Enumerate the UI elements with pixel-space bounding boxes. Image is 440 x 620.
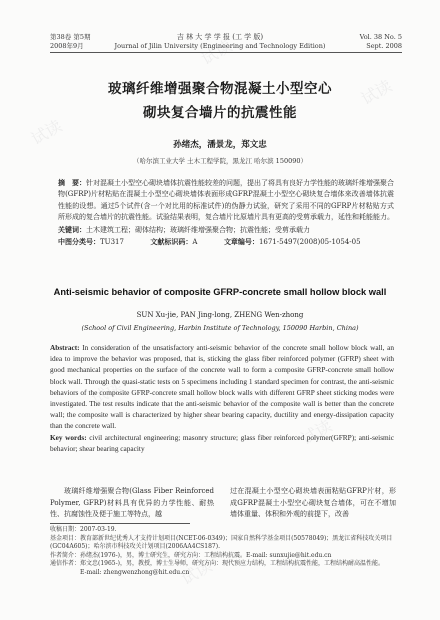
fund-info: 基金项目：教育部新世纪优秀人才支持计划项目(NCET-06-0349)；国家自然科学基金项目(50578049)；黑龙江省科技攻关项目(GC04A605)；哈尔滨市科技攻关计划项目(2006AA4CS187).: [50, 534, 393, 551]
doc-code-value: A: [192, 238, 198, 247]
corresponding-email: E-mail: zhengwenzhong@hit.edu.cn: [80, 568, 190, 576]
clc-value: TU317: [100, 238, 124, 247]
authors-en: SUN Xu-jie, PAN Jing-long, ZHENG Wen-zhong: [136, 311, 304, 319]
paper-title-en: Anti-seismic behavior of composite GFRP-concrete small hollow block wall: [53, 287, 387, 297]
keywords-en-text: civil architectural engineering; masonry structure; glass fiber reinforced polymer(GFRP); anti-seismic behavior; shear bearing capacity: [50, 432, 394, 453]
footnotes: [50, 526, 396, 578]
header-date-en: Sept. 2008: [366, 42, 402, 50]
paper-title-cn-line2: 砌块复合墙片的抗震性能: [143, 105, 297, 121]
doc-code-label: 文献标识码：: [150, 237, 193, 247]
body-right-column: 过在混凝土小型空心砌块墙表面粘贴GFRP片材，形成GFRP混凝土小型空心砌块复合墙体，可在不增加墙体重量、体积和外观的前提下，改善: [230, 487, 396, 519]
abstract-en-label: Abstract:: [50, 343, 80, 352]
paper-title-cn-line1: 玻璃纤维增强聚合物混凝土小型空心: [108, 81, 332, 97]
watermark: 试读: [357, 76, 396, 109]
abstract-en: [50, 342, 394, 454]
watermark: 试读: [297, 416, 336, 449]
abstract-cn-text: 针对混凝土小型空心砌块墙体抗震性能较差的问题，提出了将具有良好力学性能的玻璃纤维增强聚合物(GFRP)片材粘贴在混凝土小型空心砌块墙体表面形成GFRP混凝土小型空心砌块复合墙体来改善墙体抗震性能的设想。通过5个试件(含一个对比用的标准试件)的伪静力试验，研究了采用不同的GFRP片材粘贴方式所形成的复合墙片的抗震性能。试验结果表明，复合墙片比原墙片具有更高的受剪承载力，延性和耗能能力。: [58, 179, 394, 222]
author-bio: 作者简介：孙绪杰(1976-)，男，博士研究生，研究方向：工程结构抗震。E-mail: sunxujie@hit.edu.cn: [50, 551, 332, 559]
watermark: 试读: [197, 36, 236, 69]
keywords-en-label: Key words:: [50, 432, 87, 442]
header-volume-en: Vol. 38 No. 5: [359, 33, 402, 41]
keywords-cn-text: 土木建筑工程；砌体结构；玻璃纤维增强聚合物；抗震性能；受剪承载力: [86, 225, 310, 234]
abstract-cn-label: 摘 要：: [58, 178, 86, 187]
received-date: 收稿日期：2007-03-19.: [50, 526, 117, 533]
header-volume: 第38卷 第5期: [50, 33, 91, 41]
article-no-label: 文章编号：: [223, 237, 259, 247]
authors-cn: 孙绪杰，潘景龙，郑文忠: [173, 140, 267, 150]
watermark: 试读: [27, 116, 66, 149]
header-rule: [50, 52, 402, 53]
header-date: 2008年9月: [50, 42, 84, 50]
affiliation-cn: （哈尔滨工业大学 土木工程学院，黑龙江 哈尔滨 150090）: [132, 157, 307, 165]
keywords-cn-label: 关键词：: [58, 224, 86, 234]
clc-label: 中图分类号：: [58, 237, 100, 247]
affiliation-en: (School of Civil Engineering, Harbin Institute of Technology, 150090 Harbin, China): [81, 324, 359, 332]
journal-name-cn: 吉 林 大 学 学 报 (工 学 版): [176, 33, 264, 41]
article-no-value: 1671-5497(2008)05-1054-05: [258, 238, 361, 247]
watermark: 试读: [177, 556, 216, 589]
journal-name-en: Journal of Jilin University (Engineering and Technology Edition): [114, 42, 326, 50]
abstract-cn: [58, 177, 394, 248]
abstract-en-text: In consideration of the unsatisfactory anti-seismic behavior of the concrete small hollow block wall, an idea to improve the behavior was proposed, that is, sticking the glass fiber reinforced polymer (GFRP) sheet with good mechanical properties on the surface of the concrete wall to form a composite GFRP-concrete small hollow block wall. Through the quasi-static tests on 5 specimens including 1 standard specimen for contrast, the anti-seismic behaviors of the composite GFRP-concrete small hollow block walls with different GFRP sheet sticking modes were investigated. The test results indicate that the anti-seismic behavior of the composite wall is better than the concrete wall; the composite wall is characterized by higher shear bearing capacity, ductility and energy-dissipation capacity than the concrete wall.: [50, 343, 395, 431]
corresponding-author: 通信作者：郑文忠(1965-)，男，教授，博士生导师，研究方向：现代预应力结构，工程结构抗震性能，工程结构耐高温性能。: [50, 560, 384, 568]
watermark: 试读: [87, 376, 126, 409]
footnote-rule: [50, 523, 190, 524]
body-left-column: 玻璃纤维增强聚合物(Glass Fiber Reinforced Polymer, GFRP)材料具有优异的力学性能、耐热性、抗腐蚀性及便于施工等特点，越: [50, 487, 214, 519]
